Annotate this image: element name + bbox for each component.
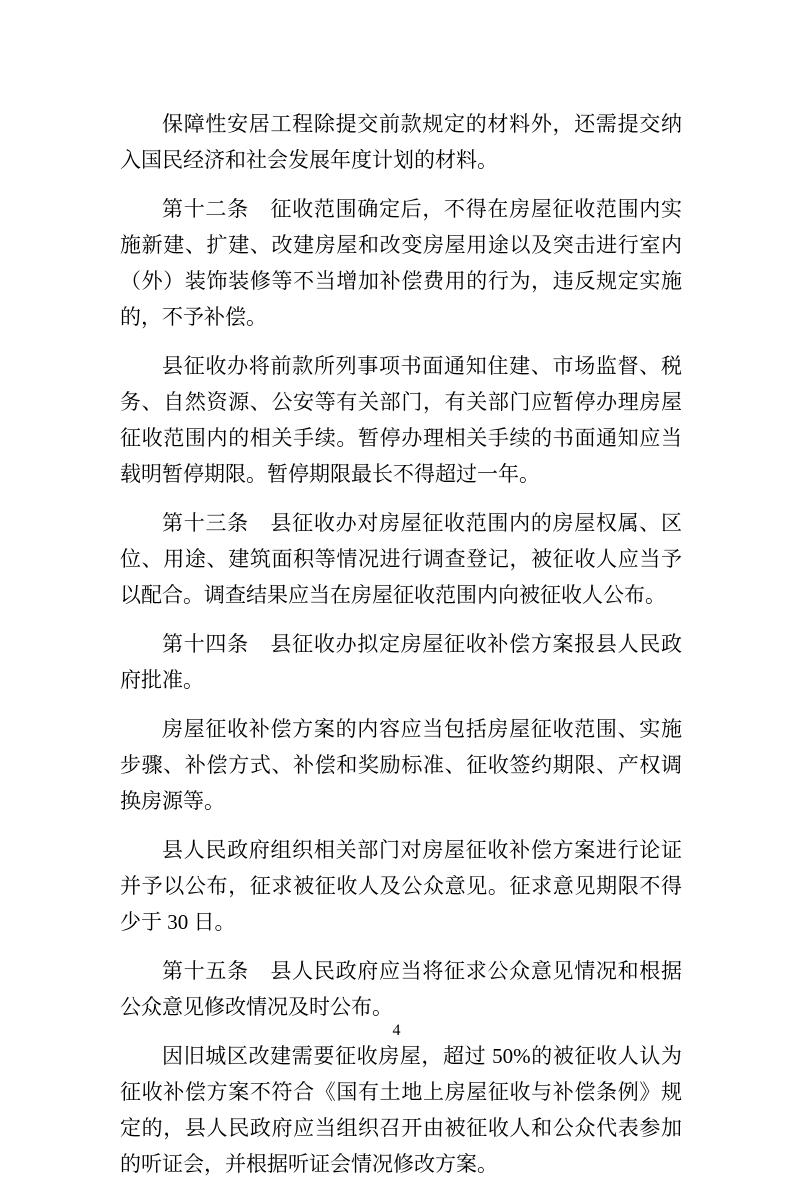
paragraph-affordable-housing: 保障性安居工程除提交前款规定的材料外，还需提交纳入国民经济和社会发展年度计划的材料。 — [120, 112, 682, 172]
article-14-consultation-paragraph: 县人民政府组织相关部门对房屋征收补偿方案进行论证并予以公布，征求被征收人及公众意见。征求意见期限不得少于 30 日。 — [120, 838, 682, 934]
article-12-notice-paragraph: 县征收办将前款所列事项书面通知住建、市场监督、税务、自然资源、公安等有关部门，有关部门应暂停办理房屋征收范围内的相关手续。暂停办理相关手续的书面通知应当载明暂停期限。暂停期限最长不得超过一年。 — [120, 354, 682, 486]
article-15-hearing-paragraph: 因旧城区改建需要征收房屋，超过 50%的被征收人认为征收补偿方案不符合《国有土地上房屋征收与补偿条例》规定的，县人民政府应当组织召开由被征收人和公众代表参加的听证会，并根据听证会情况修改方案。 — [120, 1044, 682, 1176]
article-15: 第十五条 县人民政府应当将征求公众意见情况和根据公众意见修改情况及时公布。 — [120, 959, 682, 1019]
article-14: 第十四条 县征收办拟定房屋征收补偿方案报县人民政府批准。 — [120, 632, 682, 692]
article-13: 第十三条 县征收办对房屋征收范围内的房屋权属、区位、用途、建筑面积等情况进行调查登记，被征收人应当予以配合。调查结果应当在房屋征收范围内向被征收人公布。 — [120, 511, 682, 607]
page-number: 4 — [392, 1022, 401, 1039]
article-14-scheme-content-paragraph: 房屋征收补偿方案的内容应当包括房屋征收范围、实施步骤、补偿方式、补偿和奖励标准、征收签约期限、产权调换房源等。 — [120, 717, 682, 813]
article-12: 第十二条 征收范围确定后，不得在房屋征收范围内实施新建、扩建、改建房屋和改变房屋用途以及突击进行室内（外）装饰装修等不当增加补偿费用的行为，违反规定实施的，不予补偿。 — [120, 197, 682, 329]
document-body — [120, 106, 682, 1182]
